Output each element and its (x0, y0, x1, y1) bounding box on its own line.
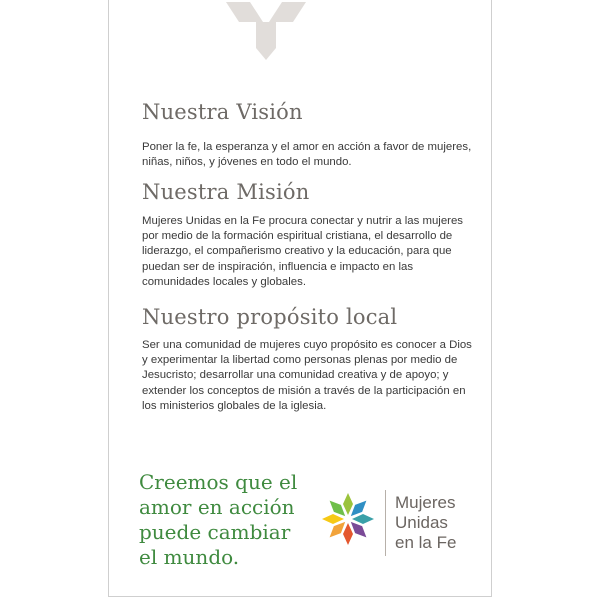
purpose-heading: Nuestro propósito local (142, 305, 398, 329)
organization-logo-text (395, 493, 456, 553)
tagline-line: Creemos que el (139, 470, 298, 494)
tagline (139, 470, 309, 570)
multicolor-star-logo-icon (320, 491, 376, 547)
mission-text: Mujeres Unidas en la Fe procura conectar y nutrir a las mujeres por medio de la formación espiritual cristiana, el desarrollo de liderazgo, el compañerismo creativo y la educación, para que puedan ser de inspiración, influencia e impacto en las comunidades locales y globales. (142, 215, 463, 288)
logo-line: Unidas (395, 513, 448, 532)
logo-petal (343, 523, 353, 545)
logo-line: Mujeres (395, 493, 456, 512)
logo-line: en la Fe (395, 533, 457, 552)
tagline-line: amor en acción (139, 495, 295, 519)
logo-divider (385, 490, 386, 556)
vision-text: Poner la fe, la esperanza y el amor en acción a favor de mujeres, niñas, niños, y jóvenes en todo el mundo. (142, 141, 472, 169)
vision-heading: Nuestra Visión (142, 100, 303, 124)
info-card (108, 0, 492, 597)
faded-star-emblem-icon (206, 0, 326, 62)
tagline-line: puede cambiar (139, 520, 291, 544)
purpose-text: Ser una comunidad de mujeres cuyo propósito es conocer a Dios y experimentar la libertad como personas plenas por medio de Jesucristo; desarrollar una comunidad creativa y de apoyo; y extender los conceptos de misión a través de la participación en los ministerios globales de la iglesia. (142, 339, 472, 412)
logo-petal (322, 514, 344, 524)
logo-petal (352, 514, 374, 524)
mission-heading: Nuestra Misión (142, 180, 310, 204)
tagline-line: el mundo. (139, 545, 240, 569)
logo-petal (343, 493, 353, 515)
